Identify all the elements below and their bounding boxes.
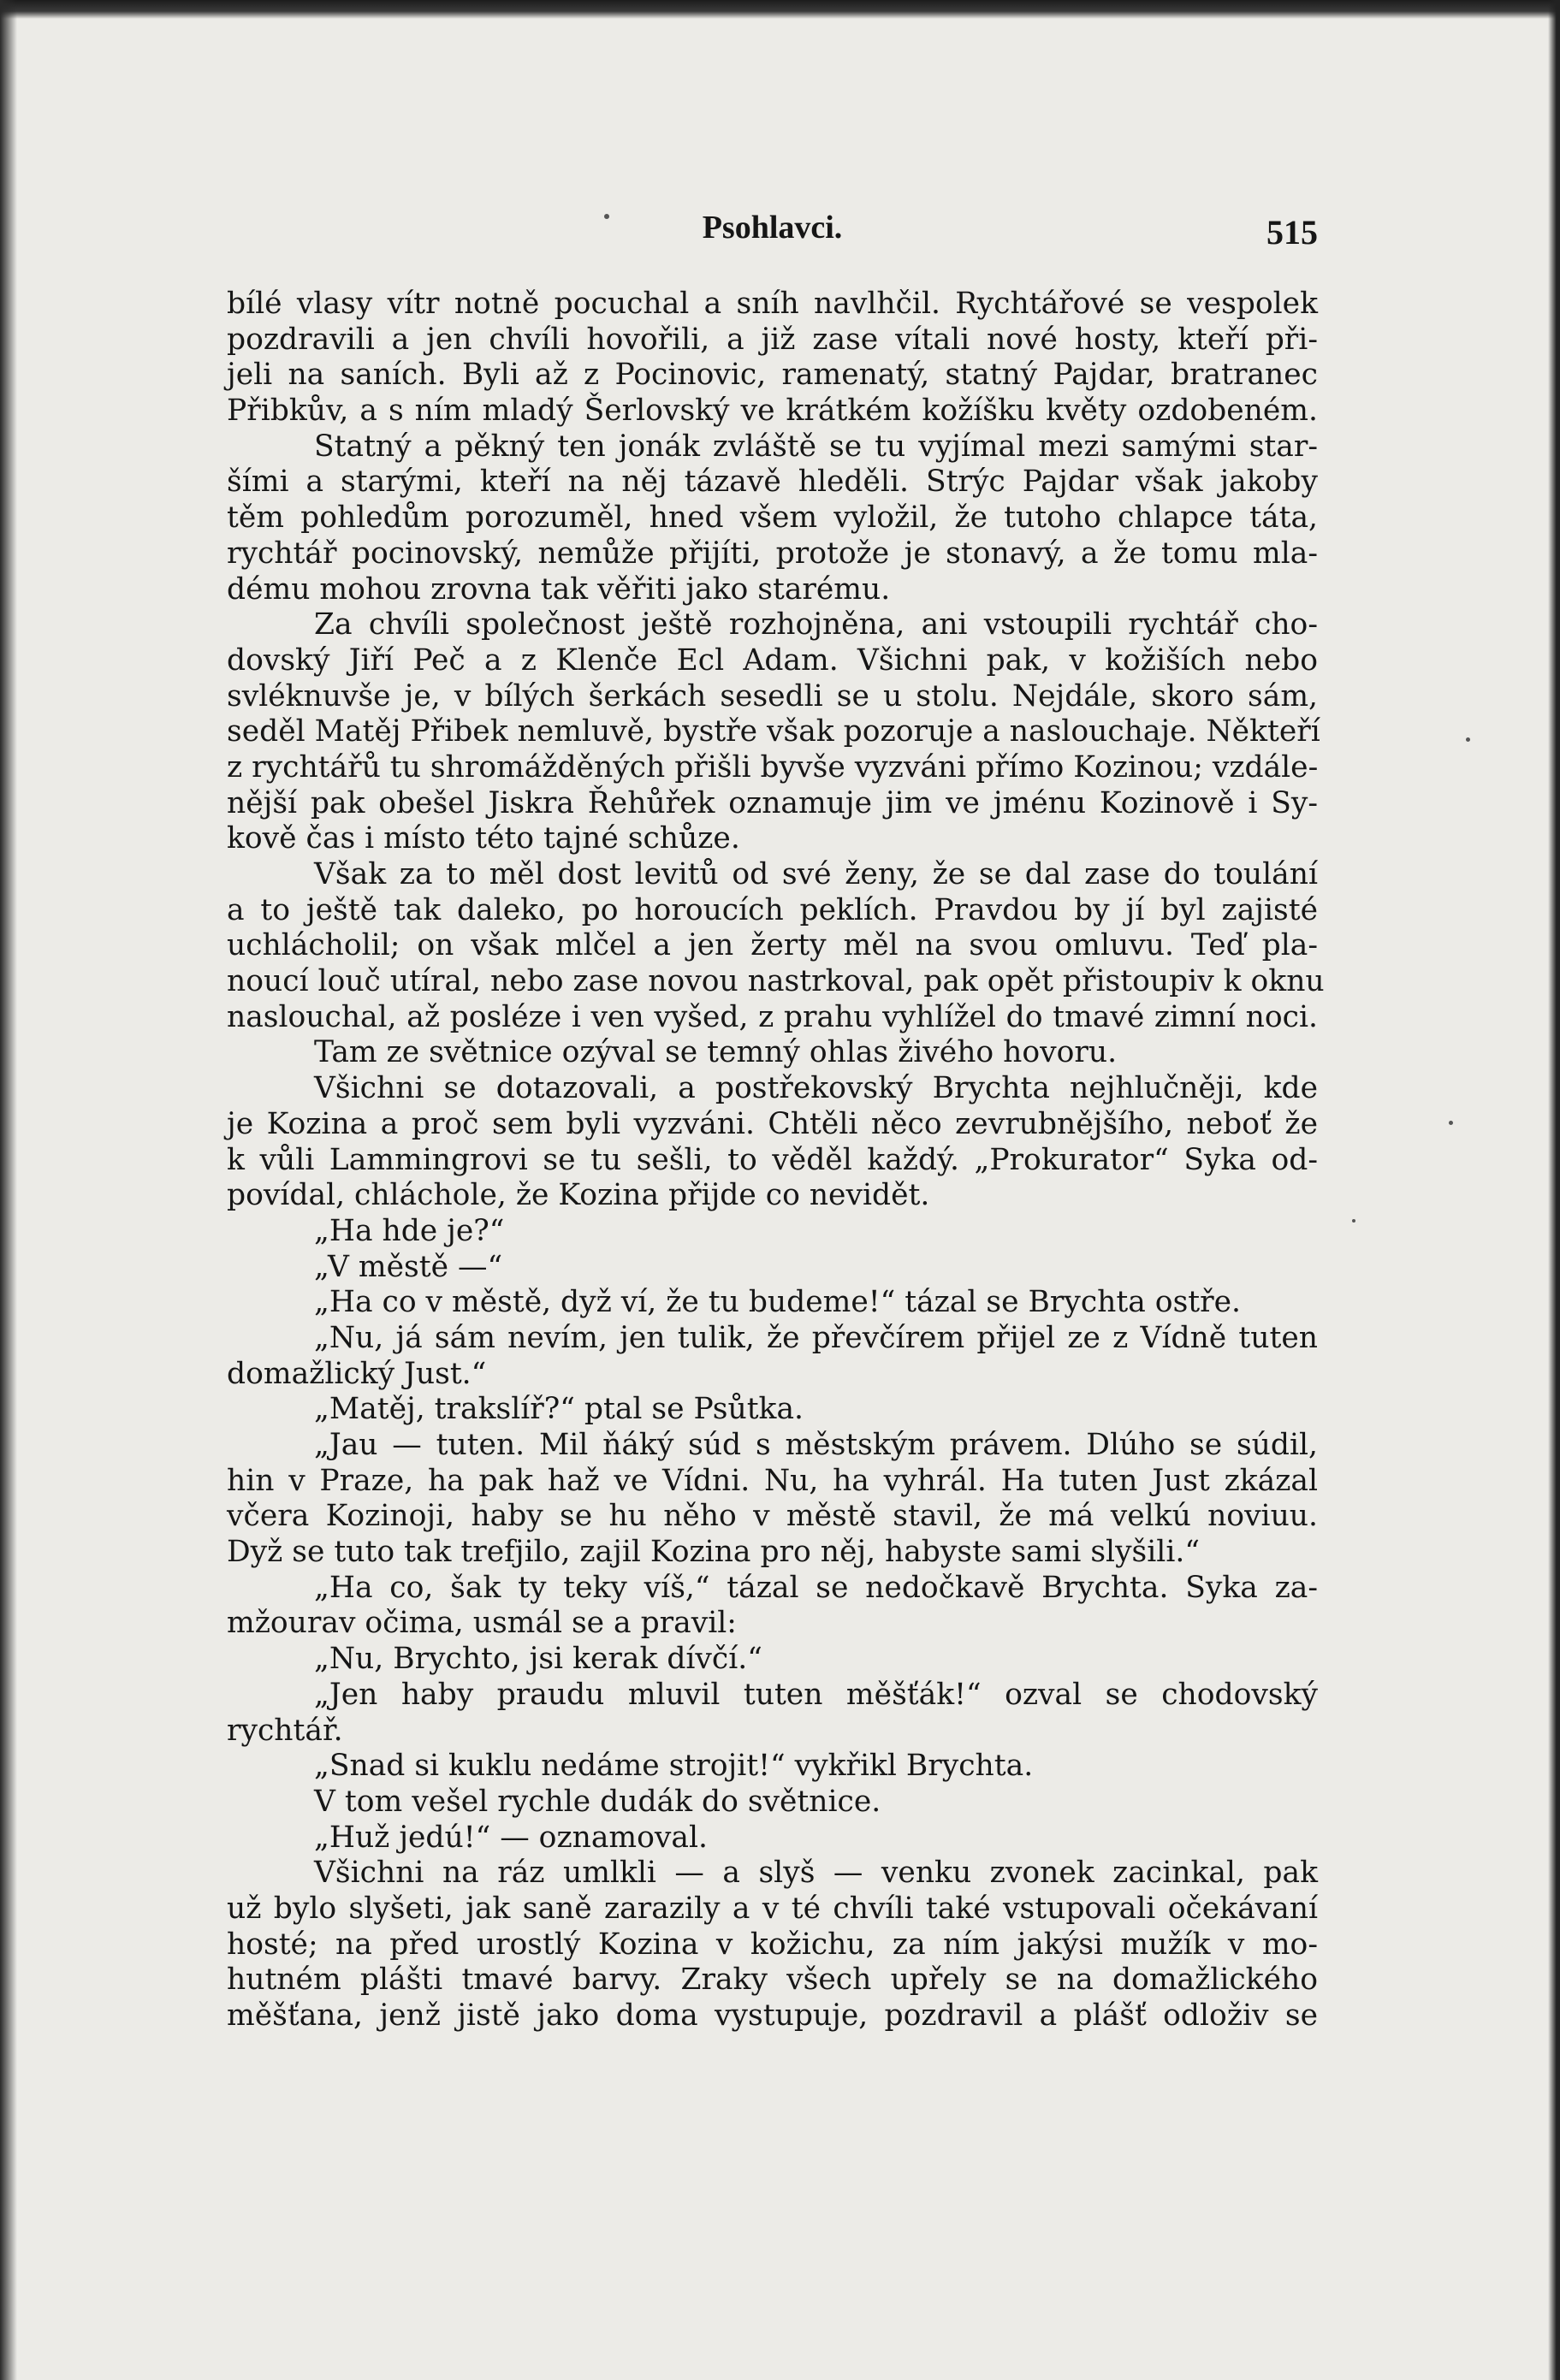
- text-line: domažlický Just.“: [227, 1356, 487, 1391]
- page-number: 515: [1266, 213, 1318, 252]
- text-line: včera Kozinoji, haby se hu něho v městě stavil, že má velkú noviuu.: [227, 1499, 1318, 1534]
- text-line: kově čas i místo této tajné schůze.: [227, 821, 740, 856]
- text-line: „Ha hde je?“: [314, 1213, 505, 1248]
- text-line: noucí louč utíral, nebo zase novou nastrkoval, pak opět přistoupiv k oknu: [227, 964, 1325, 999]
- running-head-title: Psohlavci.: [702, 210, 843, 246]
- text-line: bílé vlasy vítr notně pocuchal a sníh navlhčil. Rychtářové se vespolek: [227, 287, 1318, 321]
- text-line: k vůli Lammingrovi se tu sešli, to věděl každý. „Prokurator“ Syka od-: [227, 1142, 1318, 1177]
- scan-speck: [604, 214, 609, 219]
- text-line: nější pak obešel Jiskra Řehůřek oznamuje jim ve jménu Kozinově i Sy-: [227, 785, 1318, 820]
- text-line: mžourav očima, usmál se a pravil:: [227, 1606, 737, 1641]
- text-line: Za chvíli společnost ještě rozhojněna, ani vstoupili rychtář cho-: [314, 607, 1318, 642]
- text-line: uchlácholil; on však mlčel a jen žerty měl na svou omluvu. Teď pla-: [227, 928, 1318, 963]
- text-line: „Snad si kuklu nedáme strojit!“ vykřikl Brychta.: [314, 1749, 1034, 1784]
- text-line: „V městě —“: [314, 1249, 503, 1284]
- text-line: „Huž jedú!“ — oznamoval.: [314, 1820, 708, 1855]
- text-line: „Nu, Brychto, jsi kerak dívčí.“: [314, 1642, 762, 1677]
- text-line: těm pohledům porozuměl, hned všem vyložil, že tutoho chlapce táta,: [227, 500, 1318, 536]
- text-line: šími a starými, kteří na něj tázavě hleděli. Strýc Pajdar však jakoby: [227, 465, 1318, 500]
- text-line: „Jau — tuten. Mil ňáký súd s městským právem. Dlúho se súdil,: [314, 1428, 1318, 1462]
- scan-edge-top: [0, 0, 1560, 19]
- text-line: měšťana, jenž jistě jako doma vystupuje, pozdravil a plášť odloživ se: [227, 1998, 1318, 2033]
- text-line: je Kozina a proč sem byli vyzváni. Chtěli něco zevrubnějšího, neboť že: [227, 1106, 1318, 1141]
- text-line: rychtář.: [227, 1713, 343, 1748]
- text-line: povídal, chlácholе, že Kozina přijde co nevidět.: [227, 1178, 930, 1213]
- text-line: dému mohou zrovna tak věřiti jako starému.: [227, 571, 891, 607]
- text-line: hosté; na před urostlý Kozina v kožichu, za ním jakýsi mužík v mo-: [227, 1927, 1318, 1962]
- text-line: Všichni na ráz umlkli — a slyš — venku zvonek zacinkal, pak: [314, 1856, 1318, 1891]
- text-line: pozdravili a jen chvíli hovořili, a již zase vítali nové hosty, kteří při-: [227, 322, 1318, 357]
- text-line: seděl Matěj Přibek nemluvě, bystře však pozoruje a naslouchaje. Někteří: [227, 714, 1320, 749]
- text-line: Tam ze světnice ozýval se temný ohlas živého hovoru.: [314, 1035, 1118, 1070]
- text-line: „Jen haby praudu mluvil tuten měšťák!“ ozval se chodovský: [314, 1677, 1318, 1712]
- text-line: „Nu, já sám nevím, jen tulik, že převčírem přijel ze z Vídně tuten: [314, 1320, 1318, 1355]
- text-line: rychtář pocinovský, nemůže přijíti, protože je stonavý, a že tomu mla-: [227, 536, 1318, 571]
- text-line: „Ha co, šak ty teky víš,“ tázal se nedočkavě Brychta. Syka za-: [314, 1570, 1318, 1605]
- text-line: „Ha co v městě, dyž ví, že tu budeme!“ tázal se Brychta ostře.: [314, 1285, 1242, 1320]
- text-line: V tom vešel rychle dudák do světnice.: [314, 1784, 881, 1819]
- scan-speck: [1449, 1121, 1453, 1125]
- text-line: Statný a pěkný ten jonák zvláště se tu vyjímal mezi samými star-: [314, 429, 1318, 464]
- text-line: z rychtářů tu shromážděných přišli byvše vyzváni přímo Kozinou; vzdále-: [227, 749, 1319, 784]
- text-line: Dyž se tuto tak trefjilo, zajil Kozina pro něj, habyste sami slyšili.“: [227, 1535, 1200, 1570]
- text-line: dovský Jiří Peč a z Klenče Ecl Adam. Všichni pak, v kožiších nebo: [227, 642, 1318, 678]
- scan-speck: [1466, 737, 1470, 742]
- body-text: [227, 287, 1325, 2034]
- text-line: už bylo slyšeti, jak saně zarazily a v té chvíli také vstupovali očekávaní: [227, 1891, 1318, 1926]
- scan-edge-right: [1548, 0, 1560, 2380]
- text-line: Však za to měl dost levitů od své ženy, že se dal zase do toulání: [314, 857, 1318, 891]
- text-line: „Matěj, trakslíř?“ ptal se Psůtka.: [314, 1392, 804, 1427]
- running-head: [227, 204, 1318, 255]
- text-line: jeli na saních. Byli až z Pocinovic, ramenatý, statný Pajdar, bratranec: [227, 358, 1318, 393]
- text-line: svléknuvše je, v bílých šerkách sesedli se u stolu. Nejdále, skoro sám,: [227, 678, 1318, 713]
- text-line: hutném plášti tmavé barvy. Zraky všech upřely se na domažlického: [227, 1963, 1318, 1998]
- text-line: naslouchal, až posléze i ven vyšed, z prahu vyhlížel do tmavé zimní noci.: [227, 999, 1318, 1034]
- scan-edge-left: [0, 0, 17, 2380]
- text-line: a to ještě tak daleko, po horoucích peklích. Pravdou by jí byl zajisté: [227, 892, 1318, 927]
- text-line: Přibkův, a s ním mladý Šerlovský ve krátkém kožíšku květy ozdobeném.: [227, 394, 1318, 429]
- text-line: Všichni se dotazovali, a postřekovský Brychta nejhlučněji, kde: [314, 1071, 1318, 1106]
- scan-speck: [1352, 1219, 1355, 1223]
- text-line: hin v Praze, ha pak haž ve Vídni. Nu, ha vyhrál. Ha tuten Just zkázal: [227, 1463, 1318, 1498]
